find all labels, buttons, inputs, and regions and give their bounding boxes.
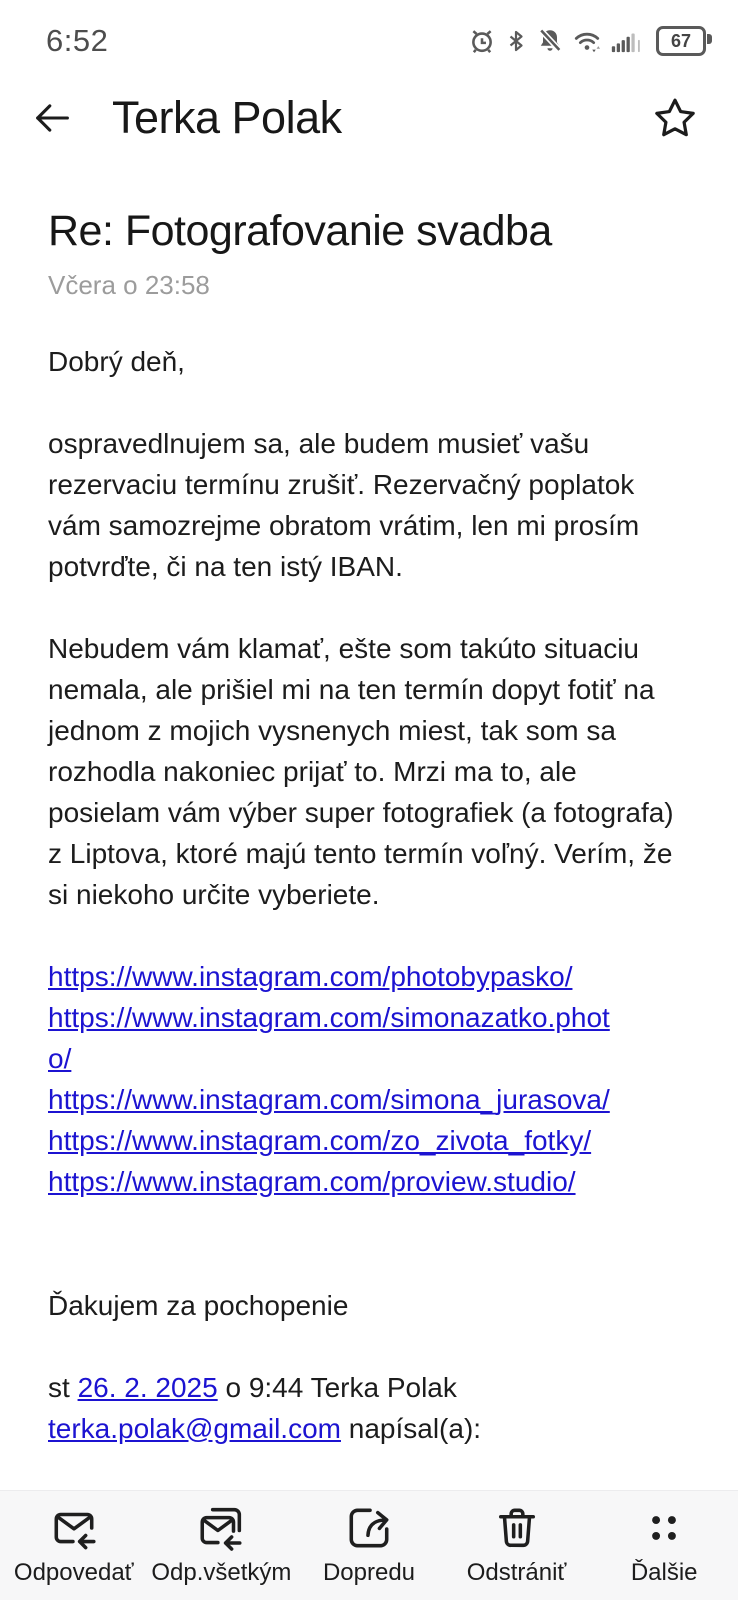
closing-paragraph: Ďakujem za pochopenie — [48, 1289, 349, 1321]
back-button[interactable] — [30, 96, 74, 140]
status-bar — [0, 0, 738, 66]
quoted-message-header — [48, 1367, 690, 1408]
battery-percent: 67 — [670, 30, 692, 51]
quote-prefix: st — [48, 1371, 78, 1403]
toolbar-label: Odpovedať — [13, 1559, 134, 1586]
email-content — [0, 206, 738, 1449]
greeting-paragraph: Dobrý deň, — [48, 345, 185, 377]
more-button[interactable] — [590, 1503, 738, 1587]
instagram-link[interactable]: https://www.instagram.com/proview.studio/ — [48, 1165, 576, 1197]
favorite-button[interactable] — [652, 95, 698, 141]
delete-icon — [491, 1503, 543, 1553]
instagram-link[interactable]: https://www.instagram.com/photobypasko/ — [48, 960, 573, 992]
more-icon — [638, 1503, 690, 1553]
bluetooth-icon — [504, 27, 528, 55]
email-timestamp: Včera o 23:58 — [48, 269, 210, 300]
instagram-link[interactable]: https://www.instagram.com/simonazatko.photo/ — [48, 1001, 610, 1074]
toolbar-label: Ďalšie — [630, 1559, 698, 1586]
star-icon — [652, 95, 698, 141]
email-body — [48, 341, 690, 1449]
bottom-toolbar — [0, 1490, 738, 1600]
alarm-icon — [468, 27, 496, 55]
toolbar-label: Dopredu — [322, 1559, 416, 1586]
back-arrow-icon — [30, 96, 74, 140]
instagram-links — [48, 956, 633, 1202]
quote-suffix: o 9:44 Terka Polak — [217, 1371, 457, 1403]
email-subject: Re: Fotografovanie svadba — [48, 207, 552, 255]
quote-email-link[interactable]: terka.polak@gmail.com — [48, 1412, 341, 1444]
status-time: 6:52 — [46, 23, 109, 58]
forward-icon — [343, 1503, 395, 1553]
reply-all-icon — [195, 1503, 247, 1553]
body-paragraph: ospravedlnujem sa, ale budem musieť vašu rezervaciu termínu zrušiť. Rezervačný poplatok vám samozrejme obratom vrátim, len mi prosím potvrďte, či na ten istý IBAN. — [48, 427, 640, 582]
quote-date-link[interactable]: 26. 2. 2025 — [77, 1371, 218, 1403]
quoted-sender-line — [48, 1408, 690, 1449]
quote-tail: napísal(a): — [340, 1412, 482, 1444]
toolbar-label: Odstrániť — [466, 1559, 567, 1586]
notifications-muted-icon — [536, 27, 564, 55]
reply-all-button[interactable] — [148, 1503, 296, 1587]
toolbar-label: Odp.všetkým — [151, 1559, 292, 1586]
body-paragraph: Nebudem vám klamať, ešte som takúto situaciu nemala, ale prišiel mi na ten termín dopyt fotiť na jednom z mojich vysnenych miest, tak som sa rozhodla nakoniec prijať to. Mrzi ma to, ale posielam vám výber super fotografiek (a fotografa) z Liptova, ktoré majú tento termín voľný. Verím, že si niekoho určite vyberiete. — [48, 632, 674, 910]
instagram-link[interactable]: https://www.instagram.com/simona_jurasova/ — [48, 1083, 610, 1115]
signal-strength-icon — [610, 27, 644, 55]
status-icons — [468, 26, 714, 56]
delete-button[interactable] — [443, 1503, 591, 1587]
sender-name: Terka Polak — [112, 92, 342, 143]
reply-button[interactable] — [0, 1503, 148, 1587]
battery-nub — [707, 34, 712, 44]
reply-icon — [48, 1503, 100, 1553]
instagram-link[interactable]: https://www.instagram.com/zo_zivota_fotky/ — [48, 1124, 592, 1156]
wifi-icon — [572, 27, 602, 55]
forward-button[interactable] — [295, 1503, 443, 1587]
app-header — [0, 66, 738, 162]
battery-icon — [656, 26, 706, 56]
